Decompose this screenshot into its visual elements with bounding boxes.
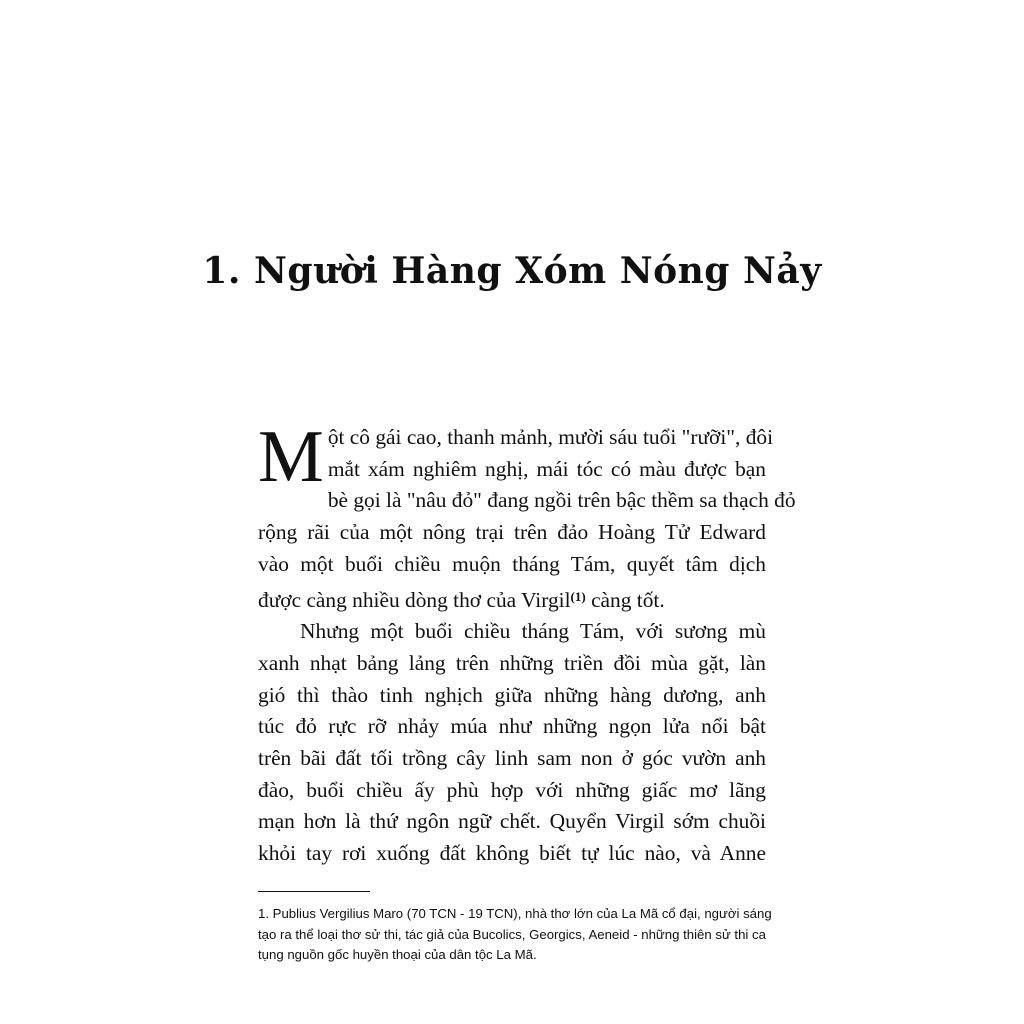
text-line: vào một buổi chiều muộn tháng Tám, quyết tâm dịch — [258, 551, 766, 576]
paragraph-2 — [258, 616, 766, 870]
footnote-reference: (1) — [570, 588, 586, 604]
text-line: trên bãi đất tối trồng cây linh sam non ở góc vườn anh — [258, 746, 766, 771]
drop-cap: M — [258, 416, 324, 498]
text-line: mạn hơn là thứ ngôn ngữ chết. Quyển Virgil sớm chuồi — [258, 809, 766, 834]
text-line: khỏi tay rơi xuống đất không biết tự lúc nào, và Anne — [258, 841, 766, 866]
text-line: rộng rãi của một nông trại trên đảo Hoàng Tử Edward — [258, 520, 766, 545]
text-line: bè gọi là "nâu đỏ" đang ngồi trên bậc thềm sa thạch đỏ — [327, 488, 796, 513]
text-line: đào, buổi chiều ấy phù hợp với những giấc mơ lãng — [258, 777, 766, 802]
footnote — [258, 904, 770, 966]
footnote-line: tụng nguồn gốc huyền thoại của dân tộc La Mã. — [258, 947, 537, 962]
text-fragment: càng tốt. — [585, 587, 665, 612]
text-line: ột cô gái cao, thanh mảnh, mười sáu tuổi "rưỡi", đôi — [327, 425, 774, 449]
text-line — [258, 581, 766, 617]
text-line: Nhưng một buổi chiều tháng Tám, với sương mù — [300, 619, 766, 644]
footnote-divider — [258, 891, 370, 892]
text-line: mắt xám nghiêm nghị, mái tóc có màu được bạn — [327, 456, 766, 481]
text-fragment: được càng nhiều dòng thơ của Virgil — [258, 587, 571, 612]
footnote-line: tạo ra thể loại thơ sử thi, tác giả của Bucolics, Georgics, Aeneid - những thiên sử thi ca — [258, 926, 766, 942]
paragraph-1 — [258, 416, 796, 616]
body-text — [258, 416, 796, 870]
footnote-line: 1. Publius Vergilius Maro (70 TCN - 19 TCN), nhà thơ lớn của La Mã cổ đại, người sáng — [258, 906, 772, 921]
text-line: gió thì thào tinh nghịch giữa những hàng dương, anh — [258, 682, 766, 707]
text-line: xanh nhạt bảng lảng trên những triền đồi mùa gặt, làn — [258, 650, 766, 675]
chapter-title: 1. Người Hàng Xóm Nóng Nảy — [202, 250, 822, 292]
text-line: túc đỏ rực rỡ nhảy múa như những ngọn lửa nổi bật — [258, 714, 766, 739]
